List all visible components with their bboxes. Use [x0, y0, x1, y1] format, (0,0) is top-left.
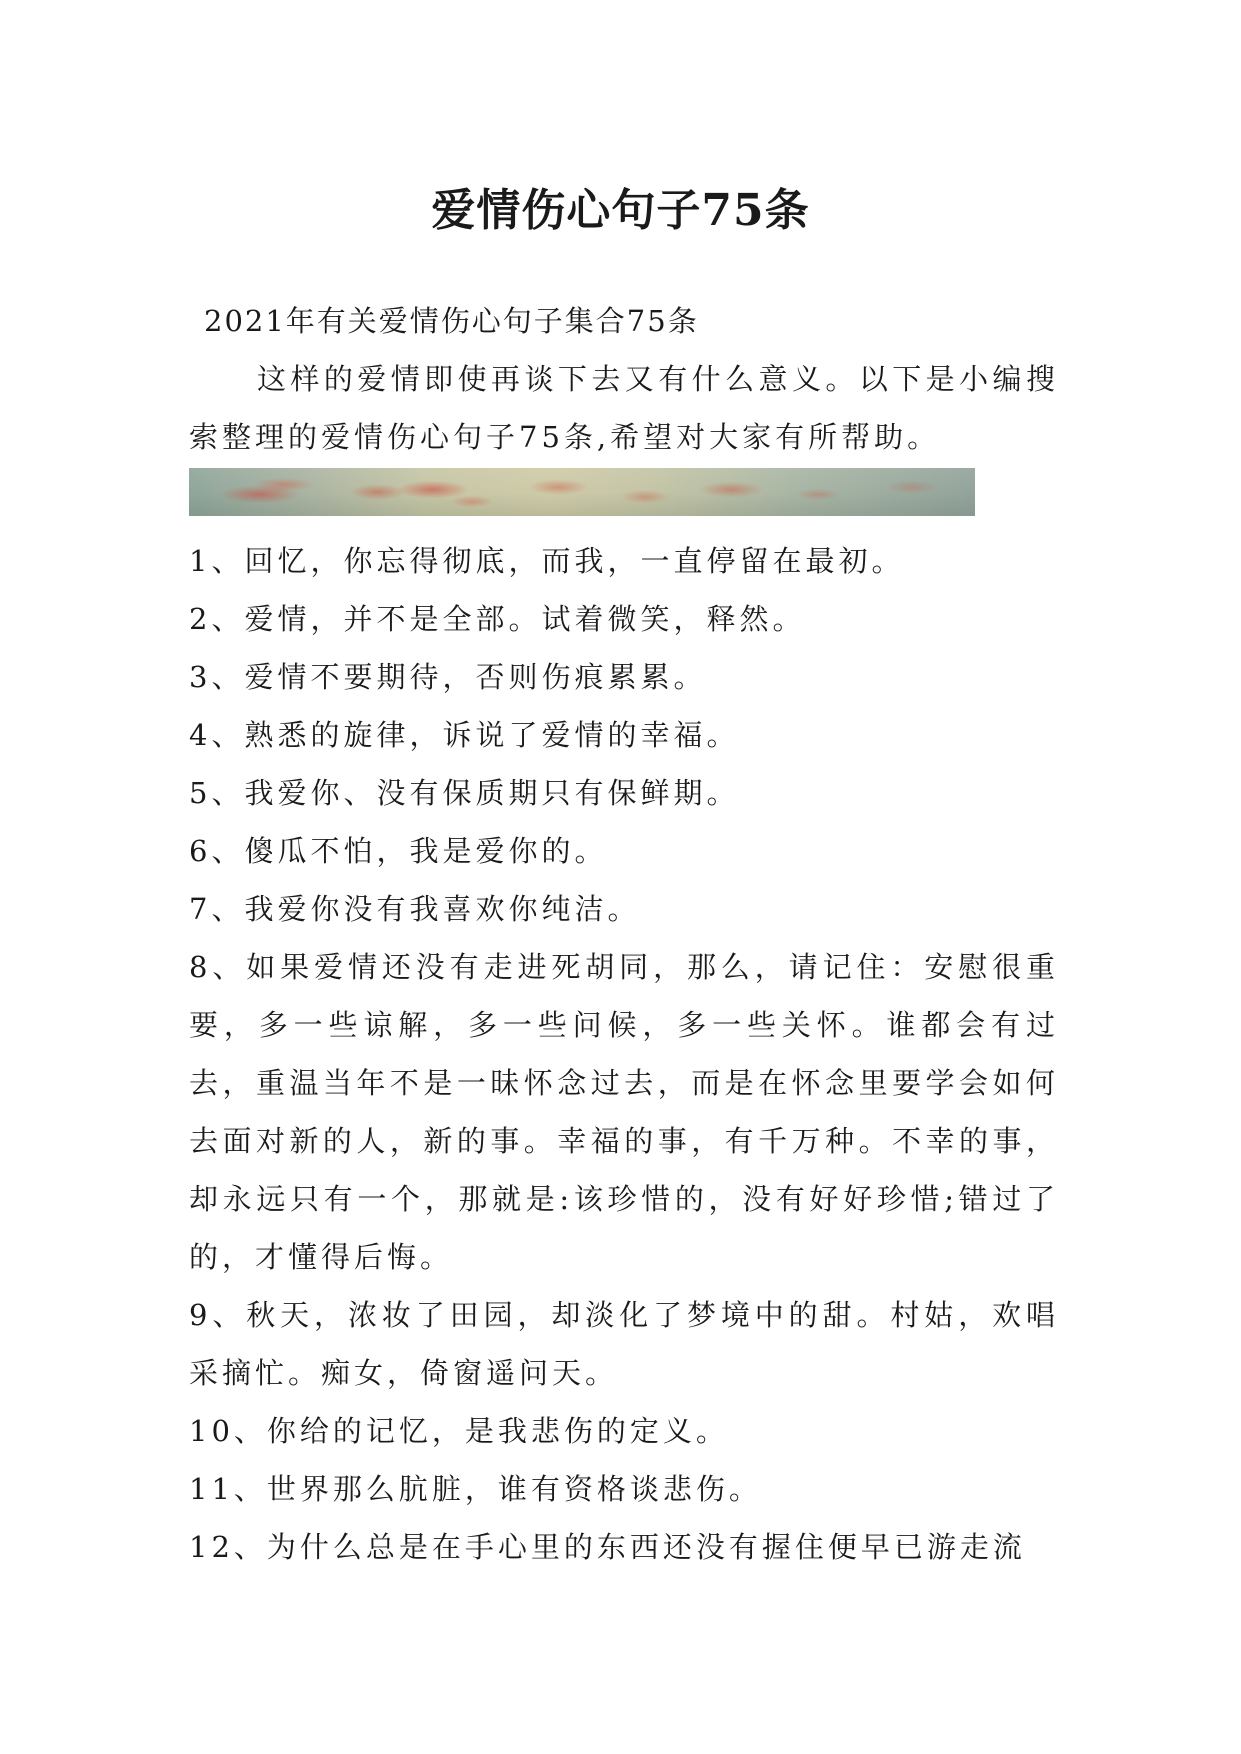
- list-item: 7、我爱你没有我喜欢你纯洁。: [189, 892, 641, 926]
- document-subtitle: 2021年有关爱情伤心句子集合75条: [204, 304, 699, 338]
- list-item: 12、为什么总是在手心里的东西还没有握住便早已游走流: [189, 1530, 1026, 1564]
- intro-paragraph: 这样的爱情即使再谈下去又有什么意义。以下是小编搜索整理的爱情伤心句子75条,希望对大家有所帮助。: [189, 362, 1059, 454]
- page-title: 爱情伤心句子75条: [431, 185, 810, 237]
- list-item: 5、我爱你、没有保质期只有保鲜期。: [189, 776, 740, 810]
- sentence-list: [189, 532, 1059, 1576]
- list-item: 2、爱情，并不是全部。试着微笑，释然。: [189, 602, 806, 636]
- list-item: 8、如果爱情还没有走进死胡同，那么，请记住：安慰很重要，多一些谅解，多一些问候，多一些关怀。谁都会有过去，重温当年不是一昧怀念过去，而是在怀念里要学会如何去面对新的人，新的事。幸福的事，有千万种。不幸的事，却永远只有一个，那就是:该珍惜的，没有好好珍惜;错过了的，才懂得后悔。: [189, 950, 1059, 1274]
- list-item: 10、你给的记忆，是我悲伤的定义。: [189, 1414, 729, 1448]
- document-body: [189, 292, 1059, 1576]
- list-item: 3、爱情不要期待，否则伤痕累累。: [189, 660, 707, 694]
- list-item: 4、熟悉的旋律，诉说了爱情的幸福。: [189, 718, 740, 752]
- banner-image: [189, 468, 975, 516]
- list-item: 6、傻瓜不怕，我是爱你的。: [189, 834, 608, 868]
- list-item: 9、秋天，浓妆了田园，却淡化了梦境中的甜。村姑，欢唱采摘忙。痴女，倚窗遥问天。: [189, 1298, 1059, 1390]
- list-item: 1、回忆，你忘得彻底，而我，一直停留在最初。: [189, 544, 905, 578]
- list-item: 11、世界那么肮脏，谁有资格谈悲伤。: [189, 1472, 762, 1506]
